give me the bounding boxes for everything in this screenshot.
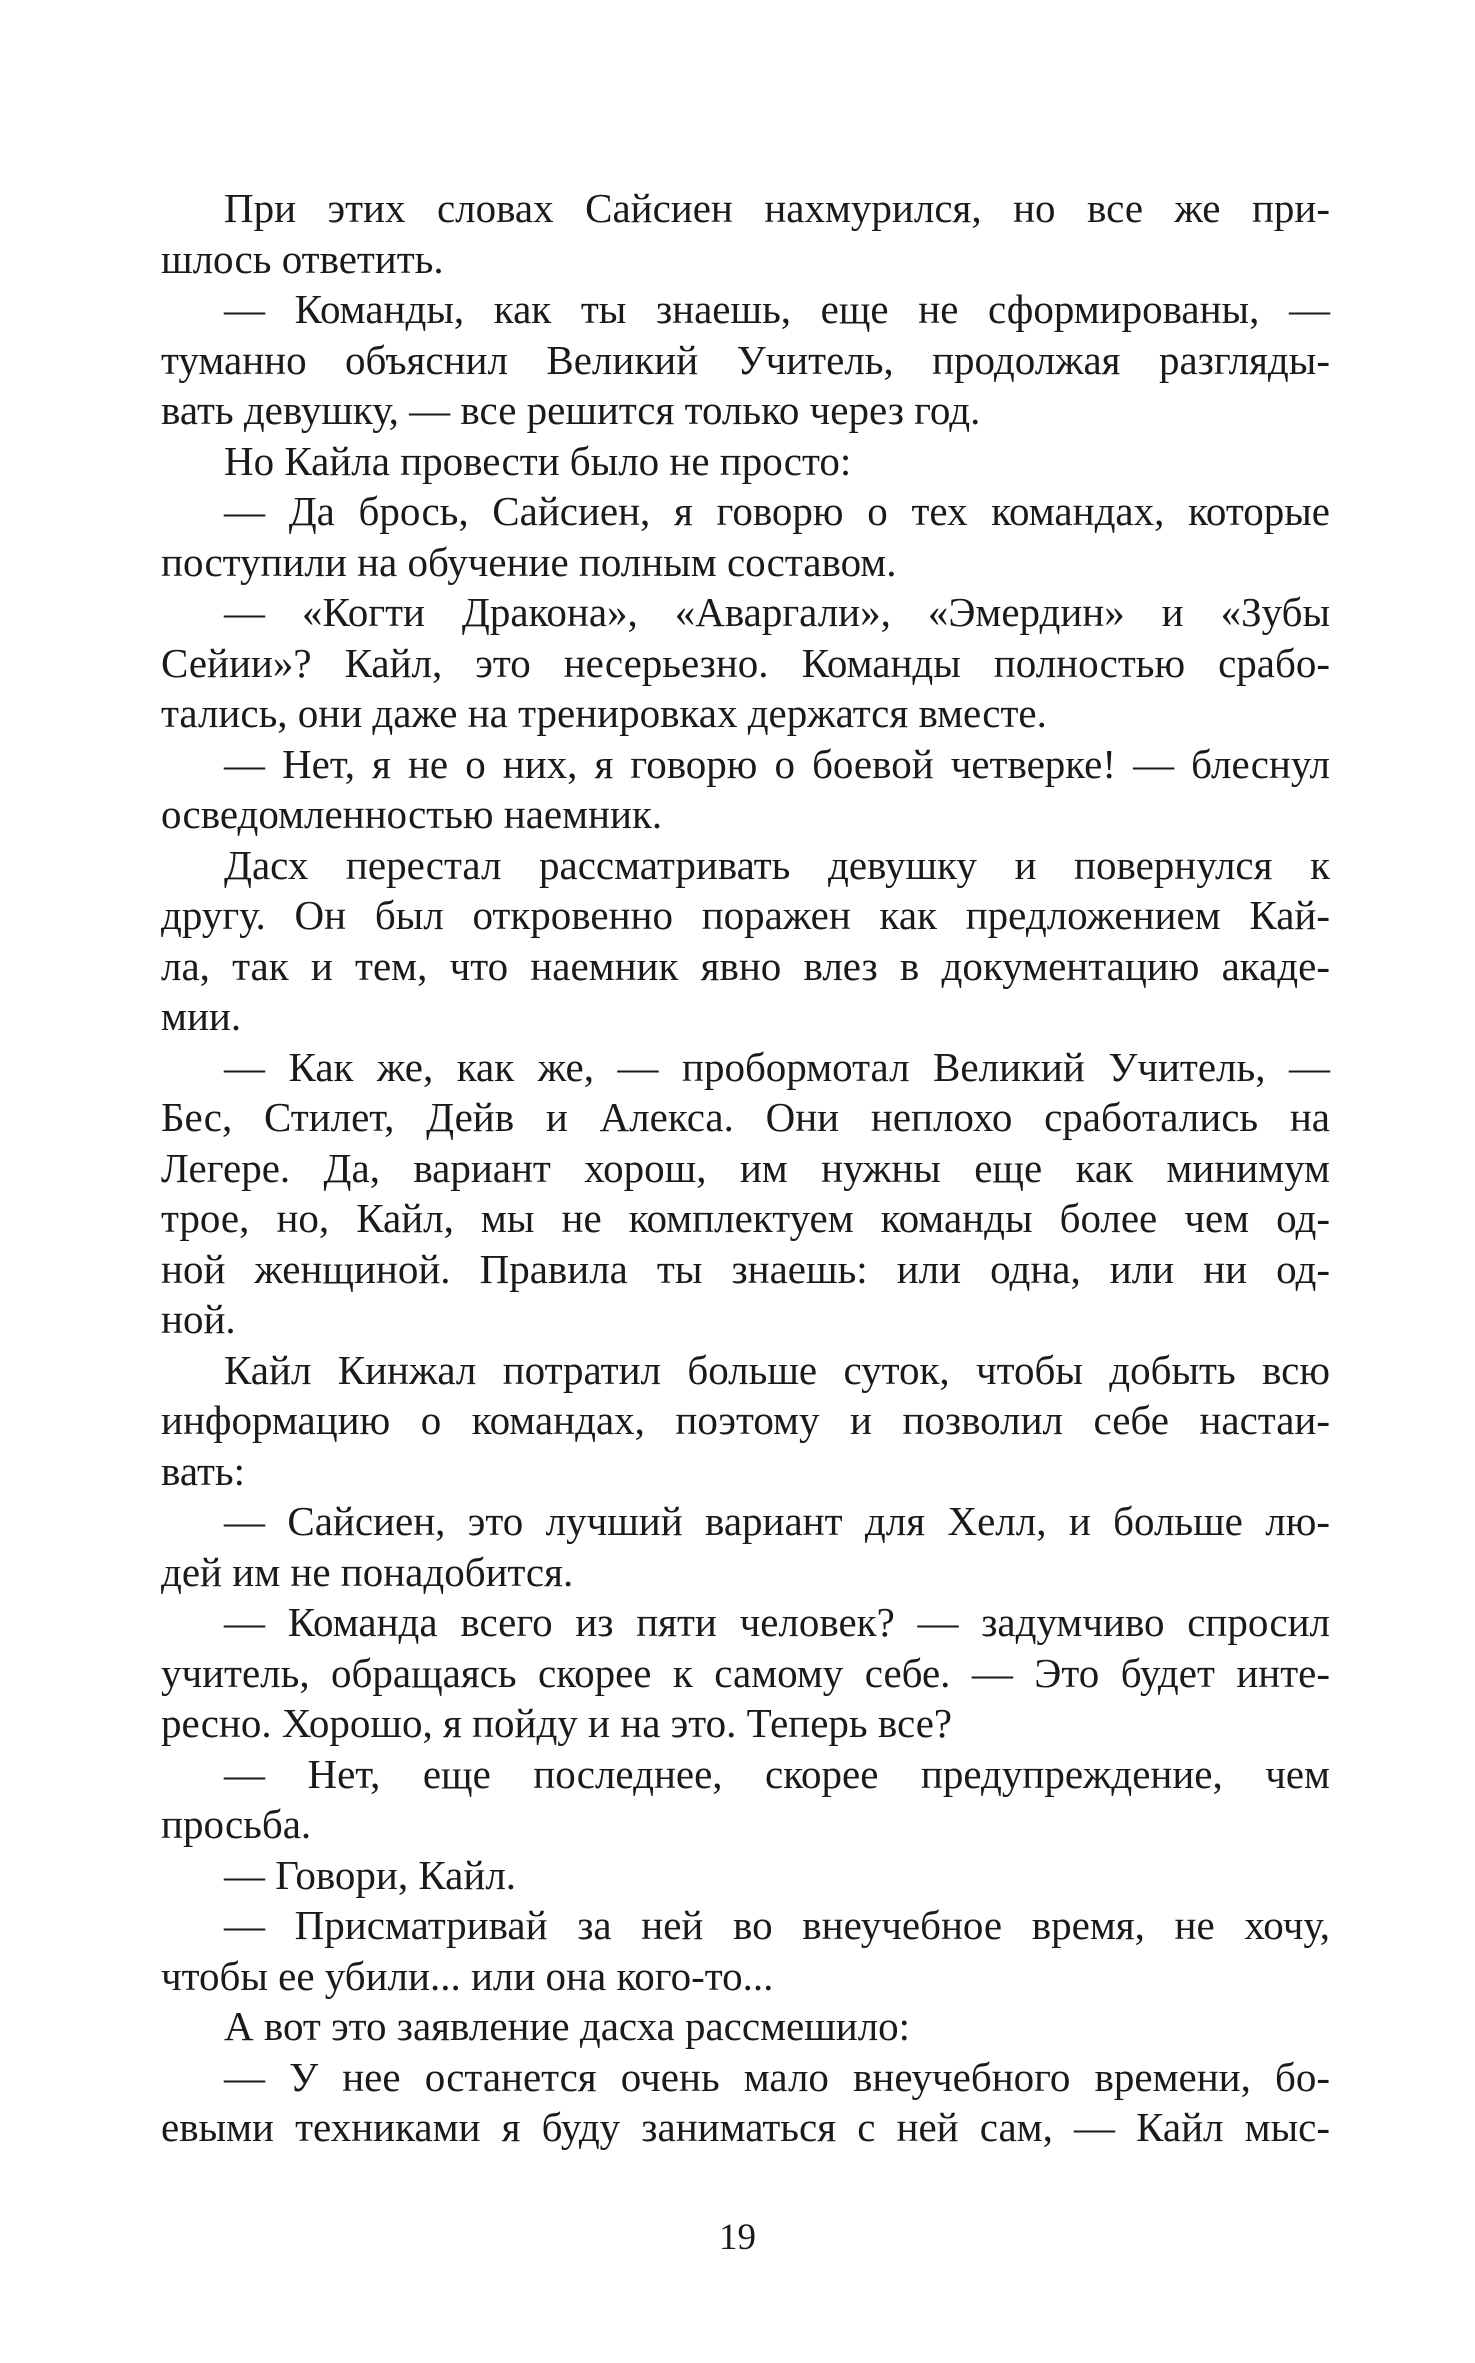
text-line: — Говори, Кайл.	[224, 1851, 517, 1898]
text-line: — Команды, как ты знаешь, еще не сформированы, —	[224, 286, 1330, 332]
text-line: — Нет, еще последнее, скорее предупреждение, чем	[224, 1750, 1330, 1797]
text-line: Сейии»? Кайл, это несерьезно. Команды полностью срабо-	[161, 639, 1330, 686]
text-line: чтобы ее убили... или она кого-то...	[161, 1952, 774, 1999]
text-line: ресно. Хорошо, я пойду и на это. Теперь все?	[161, 1700, 953, 1746]
text-line: Бес, Стилет, Дейв и Алекса. Они неплохо сработались на	[161, 1094, 1330, 1140]
text-line: евыми техниками я буду заниматься с ней сам, — Кайл мыс-	[161, 2104, 1330, 2150]
text-line: вать:	[161, 1447, 245, 1494]
body-text	[161, 183, 1330, 2153]
text-line: — У нее останется очень мало внеучебного времени, бо-	[224, 2053, 1330, 2100]
text-line: — Нет, я не о них, я говорю о боевой четверке! — блеснул	[224, 740, 1330, 787]
text-line: учитель, обращаясь скорее к самому себе. — Это будет инте-	[161, 1649, 1330, 1696]
text-line: — Как же, как же, — пробормотал Великий Учитель, —	[224, 1043, 1330, 1090]
text-line: — Сайсиен, это лучший вариант для Хелл, и больше лю-	[224, 1498, 1330, 1544]
text-line: Кайл Кинжал потратил больше суток, чтобы добыть всю	[224, 1346, 1330, 1393]
text-line: — Присматривай за ней во внеучебное время, не хочу,	[224, 1902, 1330, 1948]
text-line: Но Кайла провести было не просто:	[224, 437, 852, 484]
text-line: — «Когти Дракона», «Аваргали», «Эмердин» и «Зубы	[224, 589, 1330, 635]
text-line: другу. Он был откровенно поражен как предложением Кай-	[161, 892, 1330, 938]
text-line: мии.	[161, 993, 242, 1039]
text-line: туманно объяснил Великий Учитель, продолжая разгляды-	[161, 336, 1330, 383]
text-line: — Да брось, Сайсиен, я говорю о тех командах, которые	[224, 488, 1330, 534]
text-line: ной.	[161, 1296, 236, 1342]
text-line: шлось ответить.	[161, 235, 444, 282]
text-line: дей им не понадобится.	[161, 1548, 574, 1595]
text-line: А вот это заявление дасха рассмешило:	[224, 2003, 911, 2049]
text-line: ла, так и тем, что наемник явно влез в документацию акаде-	[161, 942, 1330, 989]
text-line: информацию о командах, поэтому и позволил себе настаи-	[161, 1397, 1330, 1443]
text-line: При этих словах Сайсиен нахмурился, но все же при-	[224, 185, 1330, 231]
page-number: 19	[719, 2217, 756, 2258]
text-line: просьба.	[161, 1801, 312, 1847]
text-line: Дасх перестал рассматривать девушку и повернулся к	[224, 841, 1330, 888]
text-line: тались, они даже на тренировках держатся вместе.	[161, 690, 1047, 736]
text-line: вать девушку, — все решится только через год.	[161, 387, 981, 433]
text-line: осведомленностью наемник.	[161, 791, 663, 837]
text-line: — Команда всего из пяти человек? — задумчиво спросил	[224, 1599, 1330, 1645]
text-line: трое, но, Кайл, мы не комплектуем команды более чем од-	[161, 1195, 1330, 1241]
text-line: ной женщиной. Правила ты знаешь: или одна, или ни од-	[161, 1245, 1330, 1292]
text-line: Легере. Да, вариант хорош, им нужны еще как минимум	[161, 1144, 1330, 1191]
text-line: поступили на обучение полным составом.	[161, 538, 897, 585]
